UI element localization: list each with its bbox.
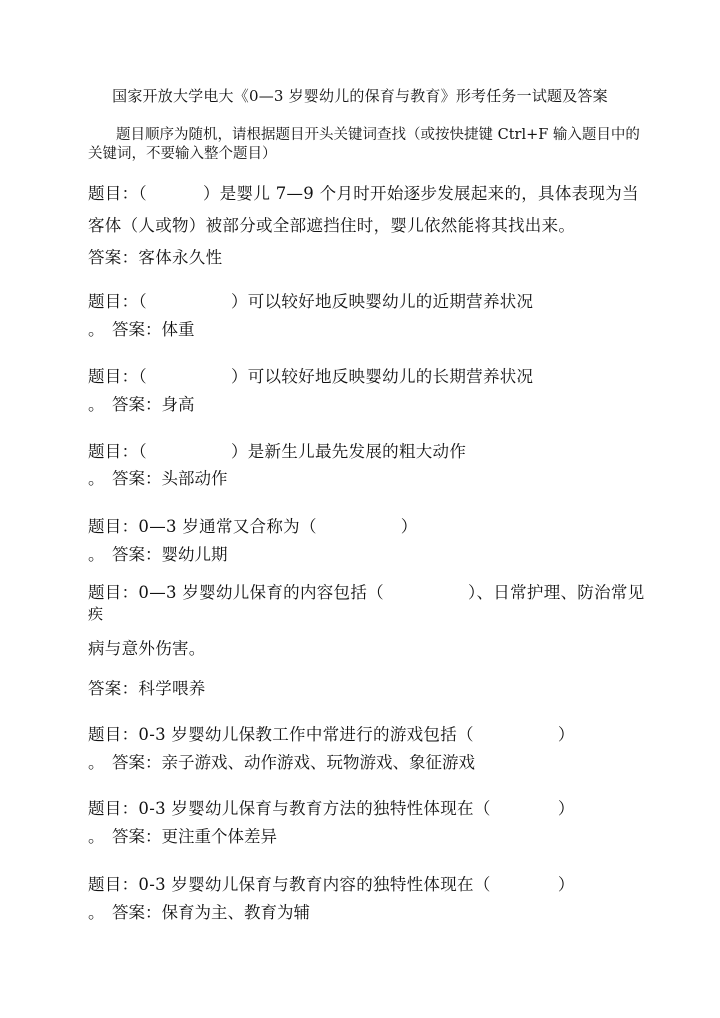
question-5-answer-row [88, 543, 648, 567]
question-7-answer-row [88, 751, 648, 775]
question-1 [88, 178, 640, 274]
question-4-answer: 答案：头部动作 [112, 469, 228, 488]
question-5-answer: 答案：婴幼儿期 [112, 545, 228, 564]
question-2-dot: 。 [88, 320, 105, 339]
question-7: 题目：0-3 岁婴幼儿保教工作中常进行的游戏包括（ ） [88, 725, 575, 744]
question-8-answer: 答案：更注重个体差异 [112, 827, 277, 846]
question-8-answer-row [88, 825, 648, 849]
question-3-dot: 。 [88, 395, 105, 414]
question-2-answer: 答案：体重 [112, 320, 195, 339]
question-6-line-2: 疾 [88, 605, 104, 623]
question-4-dot: 。 [88, 469, 105, 488]
question-9-answer-row [88, 901, 648, 925]
question-2: 题目：（ ）可以较好地反映婴幼儿的近期营养状况 [88, 292, 534, 311]
question-4: 题目：（ ）是新生儿最先发展的粗大动作 [88, 442, 467, 461]
question-3: 题目：（ ）可以较好地反映婴幼儿的长期营养状况 [88, 367, 534, 386]
document-title: 国家开放大学电大《0—3 岁婴幼儿的保育与教育》形考任务一试题及答案 [112, 87, 608, 105]
question-9: 题目：0-3 岁婴幼儿保育与教育内容的独特性体现在（ ） [88, 875, 575, 894]
question-5-dot: 。 [88, 545, 105, 564]
instructions-text: 题目顺序为随机，请根据题目开头关键词查找（或按快捷键 Ctrl+F 输入题目中的关键词，不要输入整个题目） [88, 127, 640, 162]
question-1-prefix: 题目：（ [88, 184, 147, 203]
question-4-answer-row [88, 467, 648, 491]
question-6-line-1: 题目：0—3 岁婴幼儿保育的内容包括（ ）、日常护理、防治常见 [88, 583, 645, 602]
question-1-stem: ）是婴儿 7—9 个月时开始逐步发展起来的，具体表现为当客体（人或物）被部分或全部遮挡住时，婴儿依然能将其找出来。 [88, 184, 639, 235]
question-8: 题目：0-3 岁婴幼儿保育与教育方法的独特性体现在（ ） [88, 799, 575, 818]
question-6-answer: 答案：科学喂养 [88, 679, 206, 698]
question-7-dot: 。 [88, 753, 105, 772]
question-2-answer-row [88, 318, 648, 342]
question-1-answer: 答案：客体永久性 [88, 248, 223, 267]
question-3-answer: 答案：身高 [112, 395, 195, 414]
question-7-answer: 答案：亲子游戏、动作游戏、玩物游戏、象征游戏 [112, 753, 475, 772]
question-3-answer-row [88, 393, 648, 417]
question-6-line-3: 病与意外伤害。 [88, 639, 206, 658]
question-9-dot: 。 [88, 903, 105, 922]
question-8-dot: 。 [88, 827, 105, 846]
question-5: 题目：0—3 岁通常又合称为（ ） [88, 517, 418, 536]
question-9-answer: 答案：保育为主、教育为辅 [112, 903, 310, 922]
